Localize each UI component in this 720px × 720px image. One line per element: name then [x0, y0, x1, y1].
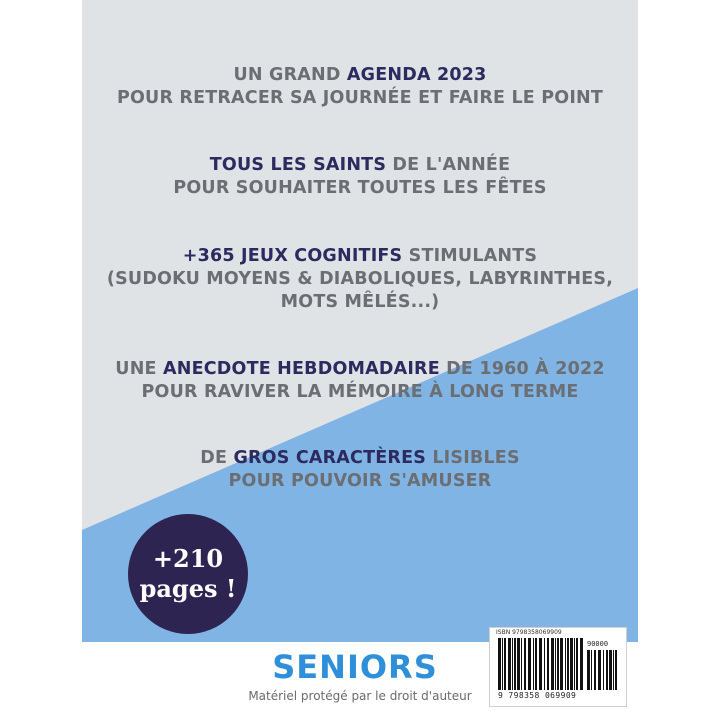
barcode-bars — [498, 638, 584, 690]
blurb-saints — [82, 154, 638, 200]
blurb-line: (SUDOKU MOYENS & DIABOLIQUES, LABYRINTHES, — [106, 269, 614, 289]
barcode-stripe — [574, 638, 575, 690]
barcode-stripe — [514, 638, 516, 690]
blurb-line — [82, 245, 638, 268]
blurb-text: DE L'ANNÉE — [386, 155, 511, 175]
barcode-stripe — [512, 638, 513, 690]
brand-title: SENIORS — [272, 648, 438, 686]
barcode-stripe — [508, 638, 511, 690]
barcode-stripe — [587, 650, 590, 690]
barcode-stripe — [560, 638, 563, 690]
barcode-stripe — [594, 650, 596, 690]
blurb-line: POUR POUVOIR S'AMUSER — [228, 471, 492, 491]
blurb-text: LISIBLES — [426, 448, 520, 468]
barcode-stripe — [528, 638, 531, 690]
blurb-line — [82, 154, 638, 177]
price-code: 90000 — [587, 640, 609, 648]
blurb-highlight: ANECDOTE HEBDOMADAIRE — [163, 359, 440, 379]
blurb-large-print — [82, 447, 638, 493]
barcode-stripe — [567, 638, 569, 690]
barcode-stripe — [609, 650, 612, 690]
barcode-stripe — [547, 638, 549, 690]
blurb-line: MOTS MÊLÉS...) — [280, 292, 440, 312]
blurb-text: DE — [200, 448, 234, 468]
blurb-text: UNE — [115, 359, 163, 379]
barcode-stripe — [539, 638, 542, 690]
blurb-highlight: +365 JEUX COGNITIFS — [182, 246, 403, 266]
badge-count: +210 — [152, 544, 224, 573]
barcode-stripe — [521, 638, 522, 690]
blurb-games — [82, 245, 638, 314]
barcode-stripe — [498, 638, 501, 690]
blurb-line: POUR RAVIVER LA MÉMOIRE À LONG TERME — [141, 382, 579, 402]
barcode-stripe — [615, 650, 617, 690]
blurb-text: DE 1960 À 2022 — [439, 359, 605, 379]
barcode-stripe — [598, 650, 601, 690]
blurb-line — [82, 64, 638, 87]
barcode-stripe — [524, 638, 526, 690]
page-count-badge — [128, 514, 248, 634]
price-barcode-bars — [587, 650, 619, 690]
blurb-text: STIMULANTS — [402, 246, 538, 266]
watermark-bottom: Matériel protégé par le droit d'auteur — [248, 689, 472, 703]
badge-label: pages ! — [139, 574, 237, 603]
blurb-text: UN GRAND — [233, 65, 347, 85]
isbn-label: ISBN 9798358069909 — [496, 629, 562, 636]
barcode-stripe — [533, 638, 534, 690]
barcode-stripe — [576, 638, 578, 690]
barcode-stripe — [504, 638, 506, 690]
barcode-stripe — [502, 638, 503, 690]
barcode-stripe — [555, 638, 556, 690]
barcode-stripe — [570, 638, 573, 690]
blurb-line: POUR RETRACER SA JOURNÉE ET FAIRE LE POINT — [116, 88, 604, 108]
blurb-highlight: GROS CARACTÈRES — [233, 448, 427, 468]
barcode-stripe — [613, 650, 614, 690]
barcode-stripe — [580, 638, 583, 690]
isbn-digits: 9 798358 069909 — [498, 691, 577, 700]
barcode-stripe — [517, 638, 520, 690]
barcode-stripe — [535, 638, 537, 690]
barcode-stripe — [544, 638, 545, 690]
blurb-highlight: TOUS LES SAINTS — [209, 155, 387, 175]
blurb-highlight: AGENDA 2023 — [346, 65, 487, 85]
barcode-stripe — [606, 650, 608, 690]
book-back-cover — [82, 0, 638, 642]
barcode-stripe — [591, 650, 592, 690]
barcode-stripe — [565, 638, 566, 690]
blurb-line — [82, 447, 638, 470]
blurb-agenda — [82, 64, 638, 110]
barcode-stripe — [557, 638, 559, 690]
blurb-anecdote — [82, 358, 638, 404]
blurb-line: POUR SOUHAITER TOUTES LES FÊTES — [173, 178, 547, 198]
barcode-stripe — [603, 650, 604, 690]
barcode-stripe — [551, 638, 554, 690]
blurb-line — [82, 358, 638, 381]
